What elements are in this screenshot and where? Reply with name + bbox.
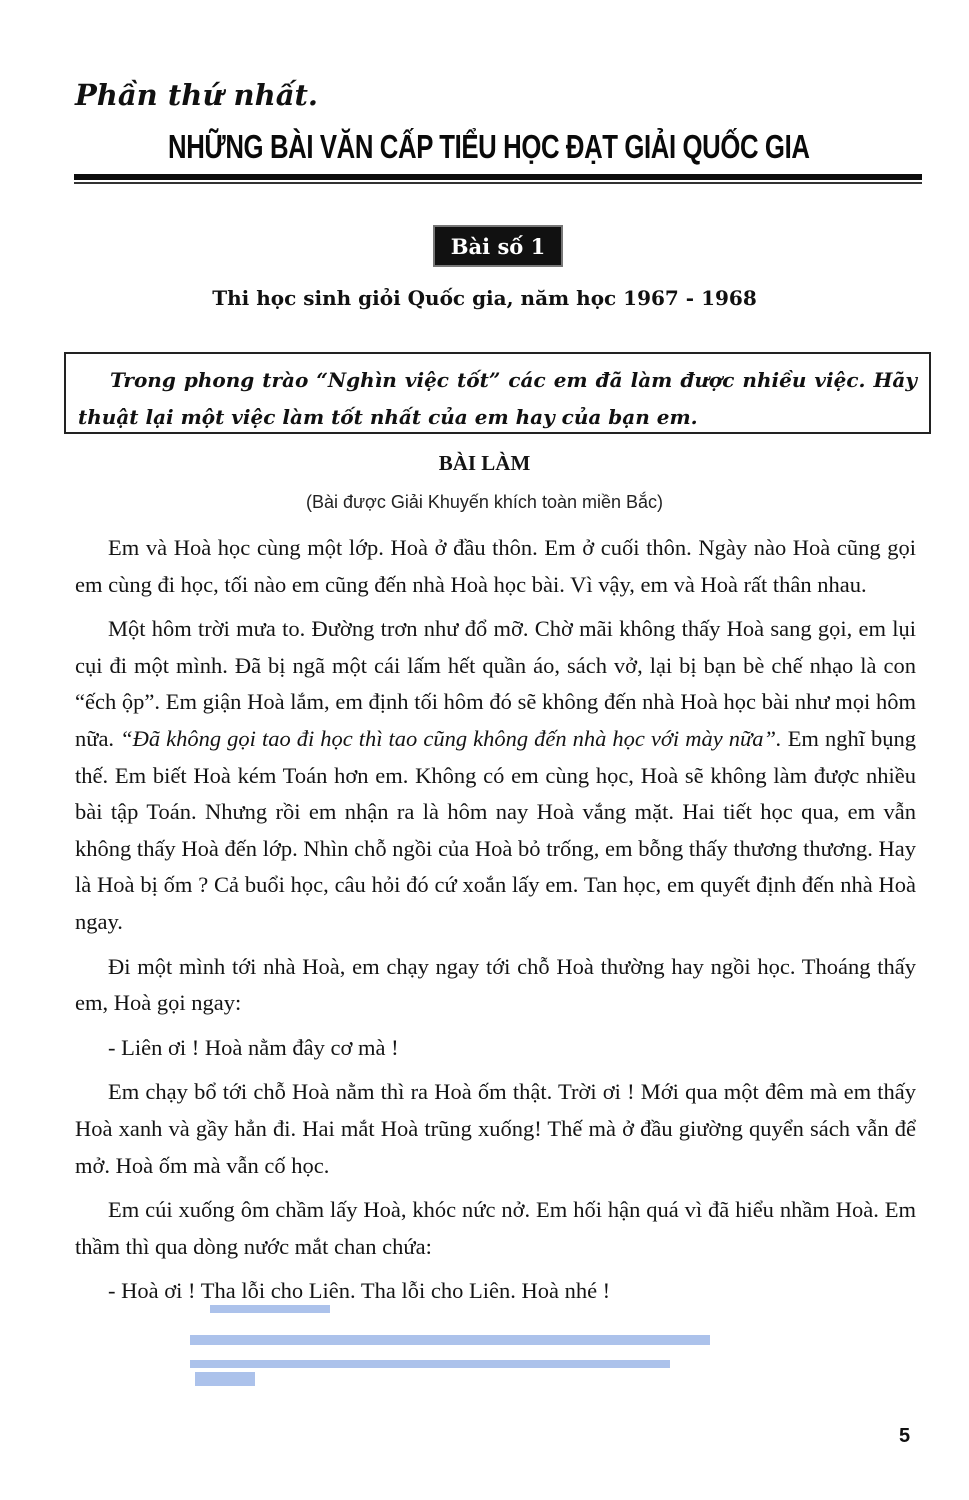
paragraph: Đi một mình tới nhà Hoà, em chạy ngay tới chỗ Hoà thường hay ngồi học. Thoáng thấy em, Hoà gọi ngay: (75, 953, 916, 1016)
watermark-stroke (190, 1360, 670, 1368)
award-note: (Bài được Giải Khuyến khích toàn miền Bắc) (305, 492, 664, 512)
paragraph: Em và Hoà học cùng một lớp. Hoà ở đầu thôn. Em ở cuối thôn. Ngày nào Hoà cũng gọi em cùng đi học, tối nào em cũng đến nhà Hoà học bài. Vì vậy, em và Hoà rất thân nhau. (75, 535, 916, 597)
paragraph: Em chạy bổ tới chỗ Hoà nằm thì ra Hoà ốm thật. Trời ơi ! Mới qua một đêm mà em thấy Hoà xanh và gầy hẳn đi. Hai mắt Hoà trũng xuống! Thế mà ở đầu giường quyển sách vẫn để mở. Hoà ốm mà vẫn cố học. (75, 1079, 916, 1178)
paragraph: Một hôm trời mưa to. Đường trơn như đổ mỡ. Chờ mãi không thấy Hoà sang gọi, em lụi cụi đi một mình. Đã bị ngã một cái lấm hết quần áo, sách vở, lại bị bạn bè chế nhạo là con “ếch ộp”. Em giận Hoà lắm, em định tối hôm đó sẽ không đến nhà Hoà học bài như mọi hôm nữa. “Đã không gọi tao đi học thì tao cũng không đến nhà học với mày nữa”. Em nghĩ bụng thế. Em biết Hoà kém Toán hơn em. Không có em cùng học, Hoà sẽ không làm được nhiều bài tập Toán. Nhưng rồi em nhận ra là hôm nay Hoà vắng mặt. Hai tiết học qua, em vẫn không thấy Hoà đến lớp. Nhìn chỗ ngồi của Hoà bỏ trống, em bỗng thấy thương thương. Hay là Hoà bị ốm ? Cả buổi học, câu hỏi đó cứ xoắn lấy em. Tan học, em quyết định đến nhà Hoà ngay. (75, 616, 916, 934)
title-rule-thin (74, 182, 922, 184)
dialogue-line: - Liên ơi ! Hoà nằm đây cơ mà ! (108, 1034, 399, 1060)
lesson-badge (433, 225, 563, 267)
essay-body (75, 530, 916, 1310)
essay-prompt: Trong phong trào “Nghìn việc tốt” các em đã làm được nhiều việc. Hãy thuật lại một việc làm tốt nhất của em hay của bạn em. (78, 368, 917, 429)
paragraph: Em cúi xuống ôm chầm lấy Hoà, khóc nức nở. Em hối hận quá vì đã hiểu nhầm Hoà. Em thầm thì qua dòng nước mắt chan chứa: (75, 1197, 916, 1259)
essay-prompt-box (64, 352, 931, 434)
watermark-stroke (195, 1372, 255, 1386)
chapter-title: NHỮNG BÀI VĂN CẤP TIỂU HỌC ĐẠT GIẢI QUỐC GIA (168, 128, 810, 165)
page-number: 5 (899, 1425, 911, 1447)
watermark-stroke (190, 1335, 710, 1345)
contest-subtitle: Thi học sinh giỏi Quốc gia, năm học 1967 - 1968 (212, 286, 757, 310)
essay-heading: BÀI LÀM (438, 451, 531, 475)
dialogue-line: - Hoà ơi ! Tha lỗi cho Liên. Tha lỗi cho Liên. Hoà nhé ! (108, 1278, 611, 1304)
lesson-badge-label: Bài số 1 (450, 233, 546, 259)
quoted-thought: “Đã không gọi tao đi học thì tao cũng không đến nhà học với mày nữa”. (120, 725, 782, 751)
title-rule-thick (74, 174, 922, 180)
part-label: Phần thứ nhất. (75, 78, 318, 112)
